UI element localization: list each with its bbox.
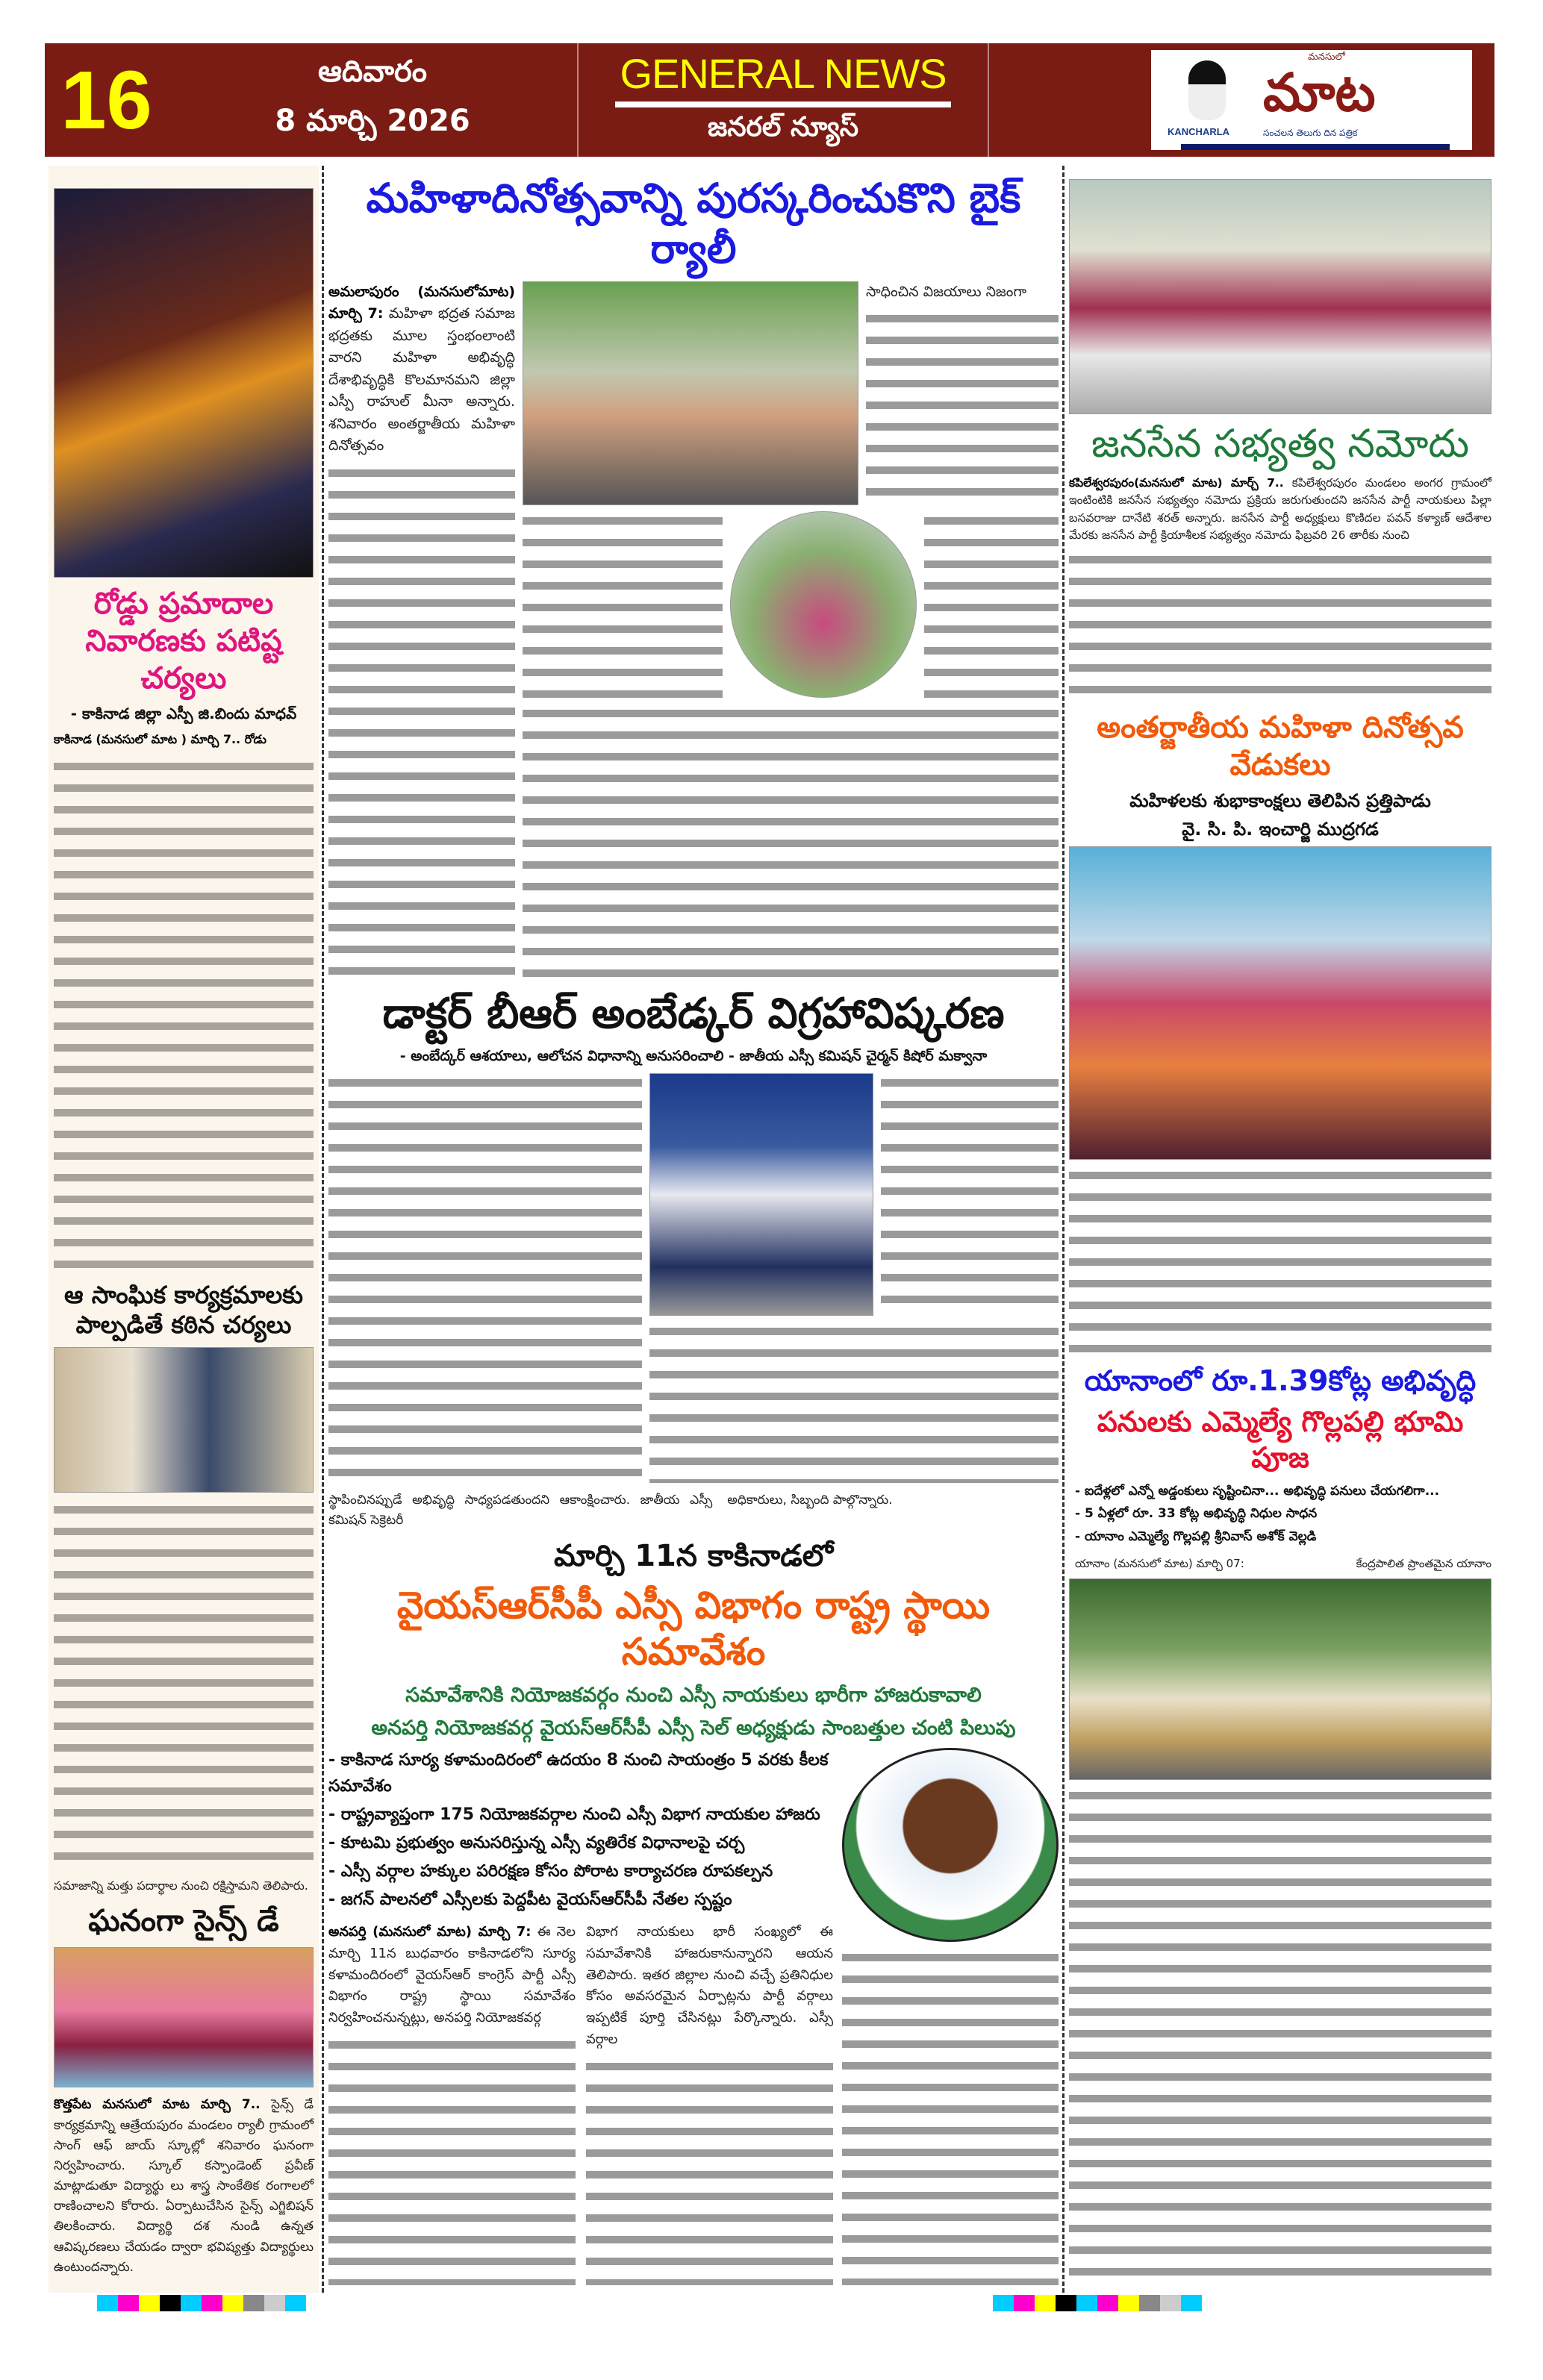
bullet: - కాకినాడ సూర్య కళామందిరంలో ఉదయం 8 నుంచి సాయంత్రం 5 వరకు కీలక సమావేశం [328,1751,829,1796]
portrait-sketch-icon [1188,60,1226,120]
yanam-lead [1069,1555,1491,1572]
ysrcp-col2: విభాగ నాయకులు భారీ సంఖ్యలో ఈ సమావేశానికి హాజరుకానున్నారని ఆయన తెలిపారు. ఇతర జిల్లాల నుంచి వచ్చే ప్రతినిధుల కోసం అవసరమైన ఏర్పాట్లను పార్టీ వర్గాలు ఇప్పటికే పూర్తి చేసినట్లు పేర్కొన్నారు. ఎస్సీ వర్గాల [586,1924,833,2047]
masthead [45,43,1494,157]
section-title-te: జనరల్ న్యూస్ [707,111,859,143]
womensday-photo [1069,846,1491,1160]
bike-rally-lead [328,281,515,457]
yanam-bullets [1069,1481,1491,1549]
road-body-text [54,757,314,1273]
bike-mid-text [523,511,723,698]
ambedkar-subhead: - అంబేద్కర్ ఆశయాలు, ఆలోచన విధానాన్ని అనుసరించాలి - జాతీయ ఎస్సీ కమిషన్ చైర్మన్ కిషోర్ మక్వానా [399,1048,988,1065]
janasena-body [1069,475,1491,544]
antisocial-closing: సమాజాన్ని మత్తు పదార్థాల నుంచి రక్షిస్తామని తెలిపారు. [54,1878,308,1893]
bike-mid-text-2 [523,704,1059,981]
ambedkar-closing [328,1490,1059,1530]
bullet: - జగన్ పాలనలో ఎస్సీలకు పెద్దపీట వైయస్ఆర్‌సీపీ నేతల స్పష్టం [328,1890,732,1909]
column-divider [1062,166,1064,2293]
science-body [54,2095,314,2278]
ysrcp-headline: వైయస్ఆర్‌సీపీ ఎస్సీ విభాగం రాష్ట్ర స్థాయి సమావేశం [396,1583,991,1674]
womensday-body-text [1069,1166,1491,1357]
janasena-headline: జనసేన సభ్యత్వ నమోదు [1091,422,1470,466]
ambedkar-closing-2: అధికారులు, సిబ్బంది పాల్గొన్నారు. [727,1493,893,1508]
science-lead: కొత్తపేట మనసులో మాట మార్చి 7.. [54,2097,261,2113]
logo-tagline: సంచలన తెలుగు దిన పత్రిక [1263,128,1358,138]
bullet: - ఐదేళ్లలో ఎన్నో అడ్డంకులు సృష్టించినా... అభివృద్ధి పనులు చేయగలిగా... [1075,1484,1440,1499]
yanam-headline-2: పనులకు ఎమ్మెల్యే గొల్లపల్లి భూమి పూజ [1097,1405,1464,1474]
bullet: - రాష్ట్రవ్యాప్తంగా 175 నియోజకవర్గాల నుంచి ఎస్సీ విభాగ నాయకుల హాజరు [328,1805,820,1824]
ambedkar-article [328,1073,1059,1483]
yanam-body-text [1069,1786,1491,2284]
science-day-photo [54,1947,314,2087]
ysrcp-lead: అనపర్తి (మనసులో మాట) మార్చి 7: [328,1924,532,1940]
bike-lead: అమలాపురం (మనసులోమాట) మార్చి 7: [328,284,515,322]
ysrcp-sub2: అనపర్తి నియోజకవర్గ వైయస్ఆర్‌సీపీ ఎస్సీ సెల్ అధ్యక్షుడు సాంబత్తుల చంటి పిలుపు [371,1716,1016,1740]
janasena-photo [1069,179,1491,414]
road-byline: - కాకినాడ జిల్లా ఎస్పీ జి.బిందు మాధవ్ [70,705,297,722]
right-column [1069,179,1491,2284]
antisocial-body-text [54,1500,314,1869]
ysrcp-col3-text [842,1948,1059,2285]
yanam-lead-rest: కేంద్రపాలిత ప్రాంతమైన యానాం [1356,1557,1491,1571]
logo-underline [1181,144,1450,150]
womensday-sub2: వై. సి. పి. ఇంచార్జి ముద్రగడ [1182,819,1379,840]
bike-body: మహిళా భద్రత సమాజ భద్రతకు మూల స్తంభంలాంటి వారని మహిళా అభివృద్ధి దేశాభివృద్ధికి కొలమానమని జిల్లా ఎస్పీ రాహుల్ మీనా అన్నారు. శనివారం అంతర్జాతీయ మహిళా దినోత్సవం [328,305,515,455]
date: 8 మార్చి 2026 [275,104,470,138]
bike-rally-circle-photo [730,511,917,698]
chanti-portrait-photo [842,1748,1059,1942]
bullet: - ఎస్సీ వర్గాల హక్కుల పరిరక్షణ కోసం పోరాట కార్యాచరణ రూపకల్పన [328,1861,773,1881]
police-press-photo [54,1347,314,1493]
logo-small: మనసులో [1308,51,1345,63]
ambedkar-statue-photo [649,1073,873,1316]
bullet: - 5 ఏళ్లలో రూ. 33 కోట్ల అభివృద్ధి నిధుల సాధన [1075,1506,1318,1522]
logo [989,43,1494,157]
weekday: ఆదివారం [317,54,428,89]
middle-column [328,173,1059,2285]
bike-body-text [328,463,515,981]
color-registration-bar [993,2295,1202,2311]
road-lead [54,731,314,749]
ysrcp-bullets [328,1748,833,1916]
antisocial-headline: ఆ సాంఘిక కార్యక్రమాలకు పాల్పడితే కఠిన చర్యలు [64,1281,303,1340]
ambedkar-closing-1: స్థాపించినప్పుడే అభివృద్ధి సాధ్యపడతుందని ఆకాంక్షించారు. జాతీయ ఎస్సీ కమిషన్ సెక్రెటరీ [328,1493,713,1528]
ysrcp-col1-text: ఈ నెల మార్చి 11న బుధవారం కాకినాడలోని సూర్య కళామందిరంలో వైయస్ఆర్ కాంగ్రెస్ పార్టీ ఎస్సీ విభాగం రాష్ట్ర స్థాయి సమావేశం నిర్వహించనున్నట్లు, అనపర్తి నియోజకవర్గ [328,1924,576,2026]
road-safety-photo [54,188,314,578]
ysrcp-col2-more [586,2057,833,2285]
janasena-lead: కపిలేశ్వరపురం(మనసులో మాట) మార్చ్ 7.. [1069,476,1284,490]
road-headline: రోడ్డు ప్రమాదాల నివారణకు పటిష్ట చర్యలు [85,587,282,696]
divider [615,101,951,107]
bike-rally-article [328,281,1059,981]
logo-main: మాట [1263,61,1376,123]
ambedkar-lower-text [649,1322,1059,1483]
janasena-more-text [1069,550,1491,703]
ysrcp-kicker: మార్చి 11న కాకినాడలో [553,1538,834,1573]
section-title-en: GENERAL NEWS [620,50,947,98]
bike-mid-text-right [924,511,1059,698]
ambedkar-right-text [881,1073,1059,1316]
date-block [168,43,579,157]
page-number: 16 [60,54,152,146]
bike-right-lead: సాధించిన విజయాలు నిజంగా [866,284,1026,300]
color-registration-bar [97,2295,306,2311]
section-title [579,43,989,157]
yanam-headline-1: యానాంలో రూ.1.39కోట్ల అభివృద్ధి [1084,1364,1477,1397]
logo-brand: KANCHARLA [1168,126,1230,137]
ysrcp-col1-more [328,2035,576,2285]
bike-rally-photo [523,281,858,505]
ysrcp-sub1: సమావేశానికి నియోజకవర్గం నుంచి ఎస్సీ నాయకులు భారీగా హాజరుకావాలి [405,1683,982,1707]
womensday-sub1: మహిళలకు శుభాకాంక్షలు తెలిపిన ప్రత్తిపాడు [1129,790,1431,812]
newspaper-logo [1151,50,1472,150]
science-text: సైన్స్ డే కార్యక్రమాన్ని ఆత్రేయపురం మండలం ర్యాలీ గ్రామంలో సాంగ్ ఆఫ్ జాయ్ స్కూల్లో శనివారం ఘనంగా నిర్వహించారు. స్కూల్ కస్పాండెంట్ ప్రవీణ్ మాట్లాడుతూ విద్యార్థు లు శాస్త్ర సాంకేతిక రంగాలలో రాణించాలని కోరారు. ఏర్పాటుచేసిన సైన్స్ ఎగ్జిబిషన్ తిలకించారు. విద్యార్థి దశ నుండి ఉన్నత ఆవిష్కరణలు చేయడం ద్వారా భవిష్యత్తు విద్యార్థులు ఉంటుందన్నారు. [54,2097,314,2275]
yanam-lead-text: యానాం (మనసులో మాట) మార్చి 07: [1075,1557,1244,1571]
ysrcp-article [328,1748,1059,2285]
ambedkar-headline: డాక్టర్ బీఆర్ అంబేడ్కర్ విగ్రహావిష్కరణ [382,990,1005,1039]
road-lead-text: కాకినాడ (మనసులో మాట ) మార్చి 7.. రోడు [54,732,266,746]
bike-rally-headline: మహిళాదినోత్సవాన్ని పురస్కరించుకొని బైక్ ర్యాలీ [366,175,1021,272]
column-divider [322,166,324,2293]
bullet: - కూటమి ప్రభుత్వం అనుసరిస్తున్న ఎస్సీ వ్యతిరేక విధానాలపై చర్చ [328,1833,745,1852]
ysrcp-col1 [328,1922,576,2029]
science-headline: ఘనంగా సైన్స్ డే [88,1904,279,1939]
yanam-photo [1069,1578,1491,1780]
womensday-headline: అంతర్జాతీయ మహిళా దినోత్సవ వేడుకలు [1097,710,1464,783]
bike-right-text [866,309,1059,505]
left-column [49,166,319,2293]
janasena-text: కపిలేశ్వరపురం మండలం అంగర గ్రామంలో ఇంటింటికి జనసేన సభ్యత్వం నమోదు ప్రక్రియ జరుగుతుందని జనసేన పార్టీ నాయకులు పిల్లా బసవరాజు దానేటి శరత్ అన్నారు. జనసేన పార్టీ అధ్యక్షులు కొణిదల పవన్ కళ్యాణ్ ఆదేశాల మేరకు జనసేన పార్టీ క్రియాశీలక సభ్యత్వం నమోదు ఫిబ్రవరి 26 తారీకు నుంచి [1069,476,1491,542]
ambedkar-body-text [328,1073,642,1483]
bullet: - యానాం ఎమ్మెల్యే గొల్లపల్లి శ్రీనివాస్ అశోక్ వెల్లడి [1075,1528,1317,1544]
